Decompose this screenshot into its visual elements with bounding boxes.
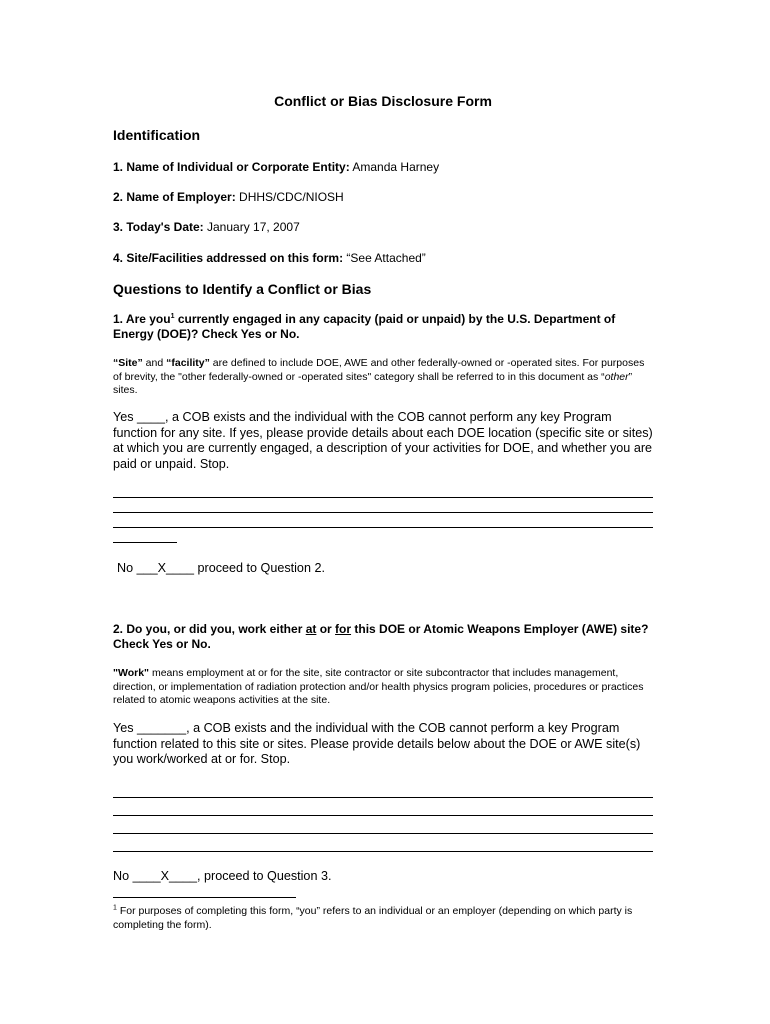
footnote-separator xyxy=(113,897,296,898)
term-facility: “facility” xyxy=(166,357,210,369)
answer-line xyxy=(113,833,653,834)
answer-line xyxy=(113,797,653,798)
field-label: 2. Name of Employer: xyxy=(113,190,236,204)
footnote-mark: 1 xyxy=(113,904,117,912)
answer-line xyxy=(113,527,653,528)
answer-line xyxy=(113,512,653,513)
emphasis-for: for xyxy=(335,622,352,636)
term-work: "Work" xyxy=(113,667,150,679)
question-1 xyxy=(113,312,653,342)
question-1-text: 1. Are you xyxy=(113,312,171,326)
answer-line xyxy=(113,815,653,816)
footnote xyxy=(113,905,653,932)
answer-line xyxy=(113,497,653,498)
form-title: Conflict or Bias Disclosure Form xyxy=(274,93,492,109)
field-label: 4. Site/Facilities addressed on this form: xyxy=(113,251,344,265)
footnote-ref: 1 xyxy=(170,313,175,320)
question-2-no-option: No ____X____, proceed to Question 3. xyxy=(113,869,332,883)
field-label: 1. Name of Individual or Corporate Entity: xyxy=(113,160,350,174)
question-2-text: 2. Do you, or did you, work either xyxy=(113,622,306,636)
field-name-of-individual xyxy=(113,160,653,175)
site-definition xyxy=(113,357,653,398)
field-sites-addressed xyxy=(113,251,653,266)
field-name-of-employer xyxy=(113,190,653,205)
field-label: 3. Today's Date: xyxy=(113,220,204,234)
questions-heading: Questions to Identify a Conflict or Bias xyxy=(113,281,372,297)
identification-heading: Identification xyxy=(113,127,201,143)
def-text: are defined to include DOE, AWE and other federally-owned or -operated sites. For purposes of brevity, the "other federally-owned or -operated sites" category shall be referred to in this document as “ xyxy=(113,357,645,383)
answer-line xyxy=(113,542,177,543)
question-1-text-rest: currently engaged in any capacity (paid or unpaid) by the U.S. Department of Energy (DOE)? Check Yes or No. xyxy=(113,312,616,341)
field-value: DHHS/CDC/NIOSH xyxy=(239,190,344,204)
field-value: Amanda Harney xyxy=(352,160,440,174)
def-text: ” sites. xyxy=(113,370,633,396)
term-other: other xyxy=(604,370,629,383)
question-2 xyxy=(113,622,653,652)
term-site: “Site” xyxy=(113,357,143,369)
question-2-text-rest: this DOE or Atomic Weapons Employer (AWE) site? Check Yes or No. xyxy=(113,622,649,651)
footnote-text: For purposes of completing this form, “you” refers to an individual or an employer (depending on which party is completing the form). xyxy=(113,905,633,931)
field-value: January 17, 2007 xyxy=(207,220,300,234)
question-2-text: or xyxy=(316,622,336,636)
question-2-yes-option: Yes _______, a COB exists and the individual with the COB cannot perform a key Program function related to this site or sites. Please provide details below about the DOE or AWE site(s) you work/worked at or for. Stop. xyxy=(113,721,641,766)
field-todays-date xyxy=(113,220,653,235)
def-text: and xyxy=(142,357,167,369)
def-text: means employment at or for the site, site contractor or site subcontractor that includes management, direction, or implementation of radiation protection and/or health physics program policies, procedures or practices related to atomic weapons activities at the site. xyxy=(113,667,644,706)
field-value: “See Attached” xyxy=(346,251,426,265)
emphasis-at: at xyxy=(305,622,317,636)
question-1-no-option: No ___X____ proceed to Question 2. xyxy=(117,561,325,575)
work-definition xyxy=(113,667,653,708)
answer-line xyxy=(113,851,653,852)
question-1-yes-option: Yes ____, a COB exists and the individual with the COB cannot perform any key Program function for any site. If yes, please provide details about each DOE location (specific site or sites) at which you are currently engaged, a description of your activities for DOE, and whether you are paid or unpaid. Stop. xyxy=(113,410,653,471)
